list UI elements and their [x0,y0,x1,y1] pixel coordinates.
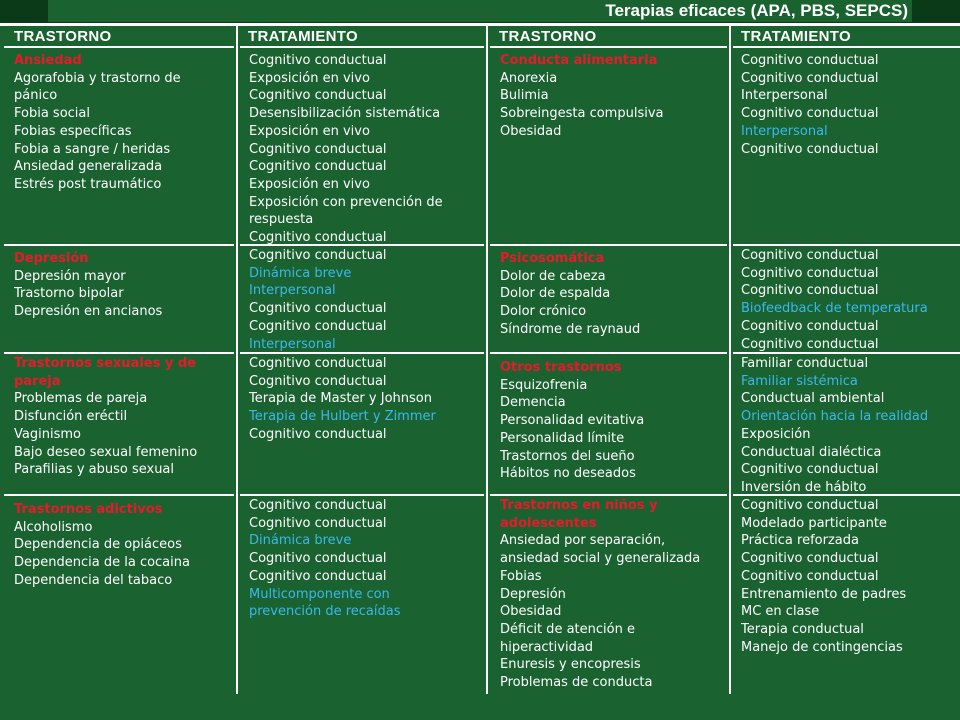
row-divider [4,244,234,246]
treatment-item: Cognitivo conductual [249,301,387,317]
treatment-item-highlight: Multicomponente con prevención de recaídas [249,586,401,620]
disorder-item: Trastornos del sueño [500,448,635,464]
treatment-item: Inversión de hábito [741,479,867,495]
disorder-item: Déficit de atención e hiperactividad [500,621,635,655]
treatment-item: Exposición en vivo [249,70,370,86]
header-tratamiento-1: TRATAMIENTO [248,28,358,45]
treatment-item: Exposición [741,426,811,442]
treatment-item: Cognitivo conductual [249,141,387,157]
treatment-cell-sexuales [249,355,481,444]
disorder-item: Disfunción eréctil [14,409,128,425]
treatment-item-highlight: Dinámica breve [249,533,352,549]
disorder-item: Bulimia [500,88,549,104]
treatment-item: Cognitivo conductual [249,356,387,371]
treatment-cell-depresion [249,247,481,353]
treatment-item: Cognitivo conductual [249,159,387,175]
disorder-item: Vaginismo [14,426,81,442]
treatment-item: Interpersonal [741,88,828,104]
page-title: Terapias eficaces (APA, PBS, SEPCS) [605,1,908,20]
treatment-item: Cognitivo conductual [249,568,387,584]
column-divider-2 [486,26,488,694]
disorder-item: Trastorno bipolar [14,286,124,302]
disorder-item: Problemas de conducta [500,675,653,691]
treatment-item: Familiar conductual [741,356,869,371]
disorder-item: Personalidad límite [500,430,625,446]
treatment-item: Cognitivo conductual [249,88,387,104]
treatment-item-highlight: Biofeedback de temperatura [741,301,928,317]
treatment-item-highlight: Terapia de Hulbert y Zimmer [249,409,436,425]
disorder-cell-adictivos [14,501,232,590]
treatment-cell-otros [741,355,956,497]
disorder-item: Obesidad [500,123,562,139]
treatment-item: Práctica reforzada [741,533,859,549]
header-tratamiento-2: TRATAMIENTO [741,28,851,45]
treatment-item-highlight: Familiar sistémica [741,373,858,389]
category-label: Ansiedad [14,53,82,68]
disorder-item: Esquizofrenia [500,377,588,393]
treatment-item: Cognitivo conductual [249,230,387,246]
disorder-cell-otros [500,359,724,483]
disorder-cell-depresion [14,250,232,321]
treatment-item-highlight: Orientación hacia la realidad [741,409,929,425]
disorder-item: Fobias específicas [14,123,132,139]
treatment-item: Cognitivo conductual [249,318,387,334]
category-label: Trastornos sexuales y de pareja [14,356,196,389]
treatment-item: Terapia de Master y Johnson [249,391,432,407]
treatment-item: Cognitivo conductual [741,318,879,334]
treatment-item: Cognitivo conductual [741,336,879,352]
column-divider-1 [236,26,238,694]
treatment-item: Manejo de contingencias [741,639,903,655]
treatment-cell-ninos [741,497,956,656]
disorder-item: Fobias [500,568,542,584]
disorder-item: Personalidad evitativa [500,413,645,429]
treatment-item: Exposición con prevención de respuesta [249,194,443,228]
disorder-item: Síndrome de raynaud [500,321,641,337]
column-divider-3 [729,26,731,694]
disorder-item: Fobia social [14,106,90,122]
disorder-item: Anorexia [500,70,558,86]
treatment-item: Cognitivo conductual [249,426,387,442]
disorder-item: Dependencia de la cocaina [14,555,190,571]
disorder-item: Depresión en ancianos [14,304,163,320]
disorder-item: Demencia [500,395,566,411]
disorder-item: Enuresis y encopresis [500,657,641,673]
treatment-item: Cognitivo conductual [741,265,879,281]
header-underline-2 [240,46,484,48]
category-label: Otros trastornos [500,360,622,375]
disorder-item: Agorafobia y trastorno de pánico [14,70,181,104]
treatment-item: Entrenamiento de padres [741,586,907,602]
disorder-item: Depresión mayor [14,268,126,284]
row-divider [733,244,960,246]
treatment-item: MC en clase [741,604,820,620]
disorder-item: Sobreingesta compulsiva [500,106,664,122]
treatment-item-highlight: Interpersonal [741,123,828,139]
header-trastorno-2: TRASTORNO [499,28,597,45]
row-divider [490,244,727,246]
treatment-item: Cognitivo conductual [249,498,387,513]
treatment-item: Exposición en vivo [249,176,370,192]
row-divider [4,494,234,496]
disorder-item: Depresión [500,586,566,602]
header-underline-3 [490,46,727,48]
disorder-item: Problemas de pareja [14,391,148,407]
category-label: Trastornos en niños y adolescentes [500,498,658,531]
treatment-item: Cognitivo conductual [741,53,879,68]
category-label: Depresión [14,251,89,266]
category-label: Trastornos adictivos [14,502,163,517]
treatment-item: Cognitivo conductual [249,373,387,389]
treatment-item-highlight: Interpersonal [249,336,336,352]
disorder-item: Hábitos no deseados [500,466,636,482]
treatment-item: Cognitivo conductual [741,462,879,478]
disorder-item: Obesidad [500,604,562,620]
treatment-item: Cognitivo conductual [741,498,879,513]
row-divider [240,494,484,496]
category-label: Psicosomática [500,251,605,266]
treatment-item: Cognitivo conductual [741,70,879,86]
disorder-item: Estrés post traumático [14,176,162,192]
treatment-cell-alimentaria [741,52,956,158]
treatment-item-highlight: Dinámica breve [249,265,352,281]
treatment-item: Terapia conductual [741,621,864,637]
treatment-item: Conductual dialéctica [741,444,882,460]
disorder-cell-ninos [500,497,724,692]
disorder-item: Bajo deseo sexual femenino [14,444,198,460]
treatment-item: Exposición en vivo [249,123,370,139]
header-trastorno-1: TRASTORNO [14,28,112,45]
disorder-cell-alimentaria [500,52,724,141]
treatment-item: Cognitivo conductual [249,248,387,263]
header-underline-1 [4,46,234,48]
disorder-item: Parafilias y abuso sexual [14,462,175,478]
disorder-item: Dependencia de opiáceos [14,537,182,553]
treatment-item: Cognitivo conductual [741,283,879,299]
treatment-item: Cognitivo conductual [741,248,879,263]
treatment-item: Desensibilización sistemática [249,106,441,122]
disorder-cell-ansiedad [14,52,232,194]
category-label: Conducta alimentaria [500,53,658,68]
disorder-item: Dolor de cabeza [500,268,606,284]
treatment-cell-psicosomatica [741,247,956,353]
disorder-item: Ansiedad por separación, ansiedad social y generalizada [500,533,701,567]
disorder-cell-sexuales [14,355,229,479]
treatment-item: Cognitivo conductual [741,568,879,584]
disorder-item: Fobia a sangre / heridas [14,141,171,157]
row-divider [490,494,727,496]
disorder-cell-psicosomatica [500,250,724,339]
treatment-item: Cognitivo conductual [249,515,387,531]
disorder-item: Dolor crónico [500,304,587,320]
header-underline-4 [733,46,960,48]
treatment-cell-ansiedad [249,52,481,247]
row-divider [490,352,727,354]
treatment-item: Cognitivo conductual [249,53,387,68]
title-divider [0,23,960,26]
treatment-item: Cognitivo conductual [741,551,879,567]
row-divider [4,352,234,354]
disorder-item: Ansiedad generalizada [14,159,163,175]
treatment-item-highlight: Interpersonal [249,283,336,299]
treatment-item: Conductual ambiental [741,391,885,407]
treatment-item: Cognitivo conductual [741,106,879,122]
disorder-item: Dolor de espalda [500,286,611,302]
treatment-cell-adictivos [249,497,481,621]
treatment-item: Cognitivo conductual [249,551,387,567]
disorder-item: Dependencia del tabaco [14,572,173,588]
treatment-item: Cognitivo conductual [741,141,879,157]
treatment-item: Modelado participante [741,515,887,531]
disorder-item: Alcoholismo [14,519,93,535]
